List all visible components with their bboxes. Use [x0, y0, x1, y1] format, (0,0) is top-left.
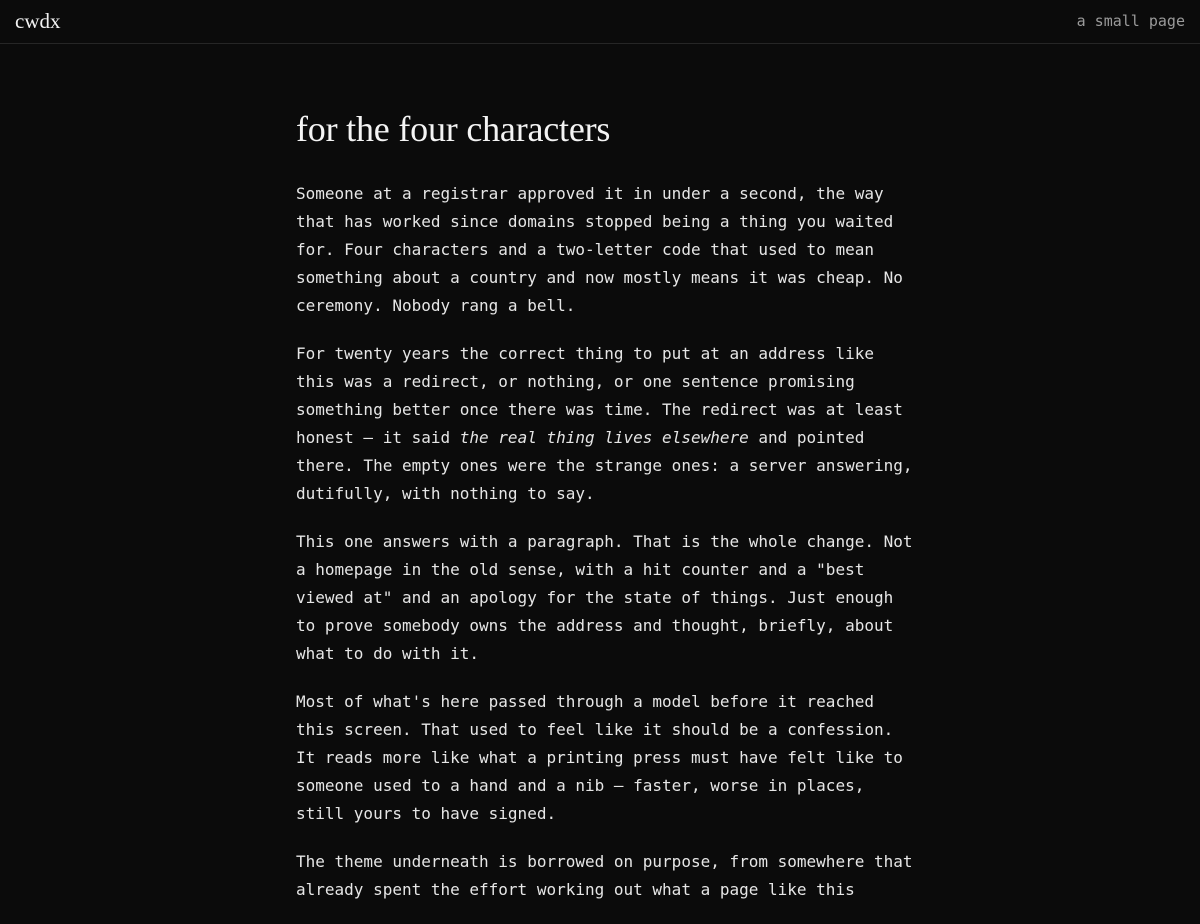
site-tagline: a small page [1076, 12, 1185, 30]
paragraph-4: Most of what's here passed through a model before it reached this screen. That used to feel like it should be a confession. It reads more like what a printing press must have felt like to someone used to a hand and a nib — faster, worse in places, still yours to have signed. [296, 692, 903, 823]
paragraph-1: Someone at a registrar approved it in under a second, the way that has worked since domains stopped being a thing you waited for. Four characters and a two-letter code that used to mean something about a country and now mostly means it was cheap. No ceremony. Nobody rang a bell. [296, 184, 903, 315]
paragraph-3: This one answers with a paragraph. That is the whole change. Not a homepage in the old sense, with a hit counter and a "best viewed at" and an apology for the state of things. Just enough to prove somebody owns the address and thought, briefly, about what to do with it. [296, 532, 913, 663]
paragraph-2-text-after: and pointed there. The empty ones were the strange ones: a server answering, dutifully, with nothing to say. [296, 428, 913, 503]
paragraph-2 [296, 340, 916, 508]
article [296, 106, 916, 924]
top-bar [0, 0, 1200, 44]
paragraph-5: The theme underneath is borrowed on purpose, from somewhere that already spent the effort working out what a page like this [296, 852, 913, 899]
site-brand-link[interactable]: cwdx [15, 9, 61, 33]
paragraph-2-text-before: For twenty years the correct thing to put at an address like this was a redirect, or nothing, or one sentence promising something better once there was time. The redirect was at least honest — it said [296, 344, 903, 447]
paragraph-2-emphasis: the real thing lives elsewhere [459, 428, 749, 447]
page-title: for the four characters [296, 109, 611, 149]
